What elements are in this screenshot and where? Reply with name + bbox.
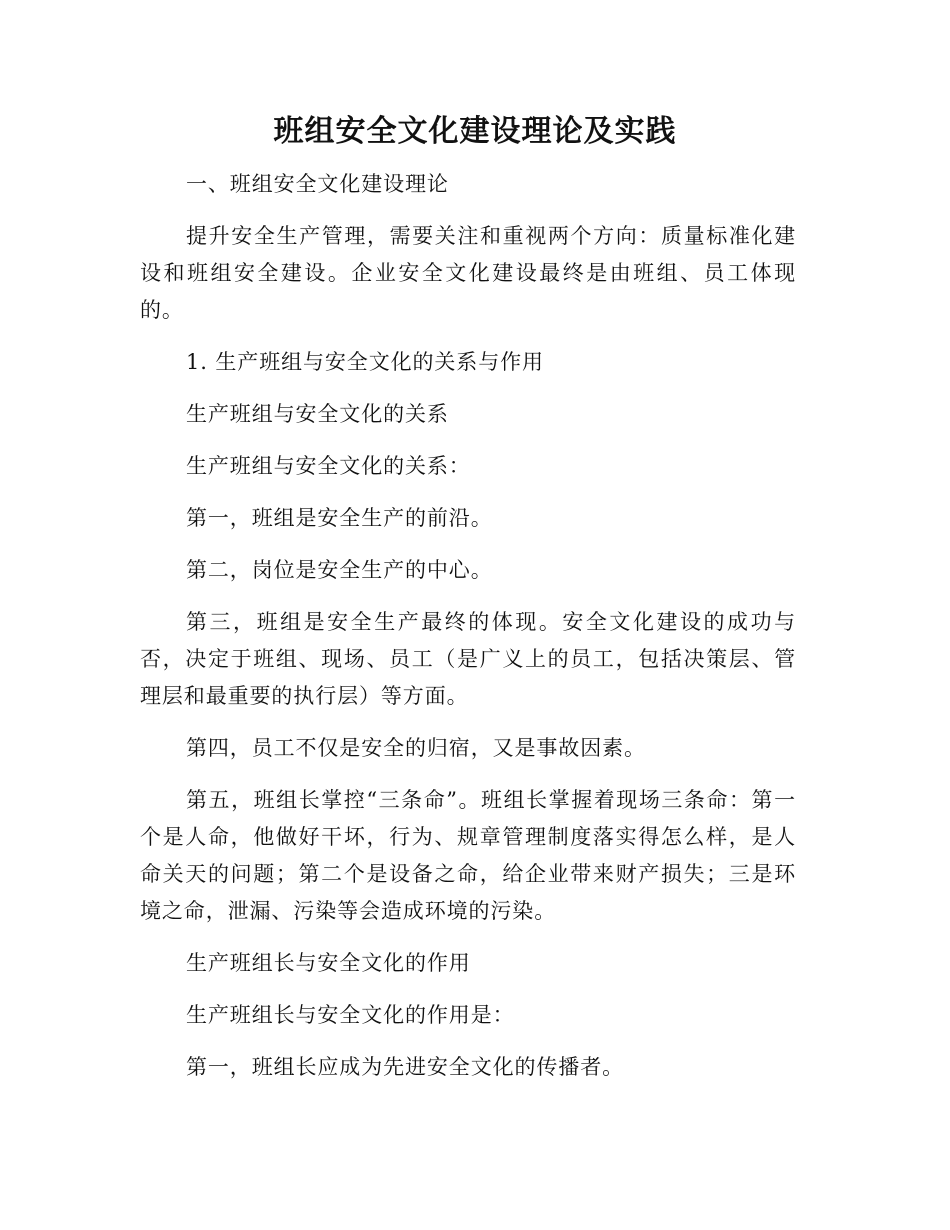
paragraph: 生产班组与安全文化的关系： xyxy=(186,454,471,478)
paragraph: 第五，班组长掌控“三条命”。班组长掌握着现场三条命：第一个是人命，他做好干坏，行为、规章管理制度落实得怎么样，是人命关天的问题；第二个是设备之命，给企业带来财产损失；三是环境之命，泄漏、污染等会造成环境的污染。 xyxy=(140,788,796,923)
paragraph: 第四，员工不仅是安全的归宿，又是事故因素。 xyxy=(186,736,646,760)
subsection-heading: 1. 生产班组与安全文化的关系与作用 xyxy=(186,350,544,374)
section-heading: 一、班组安全文化建设理论 xyxy=(186,172,449,196)
document-body xyxy=(140,166,796,1101)
paragraph: 生产班组与安全文化的关系 xyxy=(186,402,449,426)
paragraph: 生产班组长与安全文化的作用是： xyxy=(186,1003,515,1027)
paragraph: 第二，岗位是安全生产的中心。 xyxy=(186,558,493,582)
paragraph: 第一，班组是安全生产的前沿。 xyxy=(186,506,493,530)
paragraph: 提升安全生产管理，需要关注和重视两个方向：质量标准化建设和班组安全建设。企业安全文化建设最终是由班组、员工体现的。 xyxy=(140,224,796,322)
paragraph: 第一，班组长应成为先进安全文化的传播者。 xyxy=(186,1055,624,1079)
document-title: 班组安全文化建设理论及实践 xyxy=(273,114,677,149)
paragraph: 第三，班组是安全生产最终的体现。安全文化建设的成功与否，决定于班组、现场、员工（是广义上的员工，包括决策层、管理层和最重要的执行层）等方面。 xyxy=(140,610,796,708)
paragraph: 生产班组长与安全文化的作用 xyxy=(186,951,471,975)
